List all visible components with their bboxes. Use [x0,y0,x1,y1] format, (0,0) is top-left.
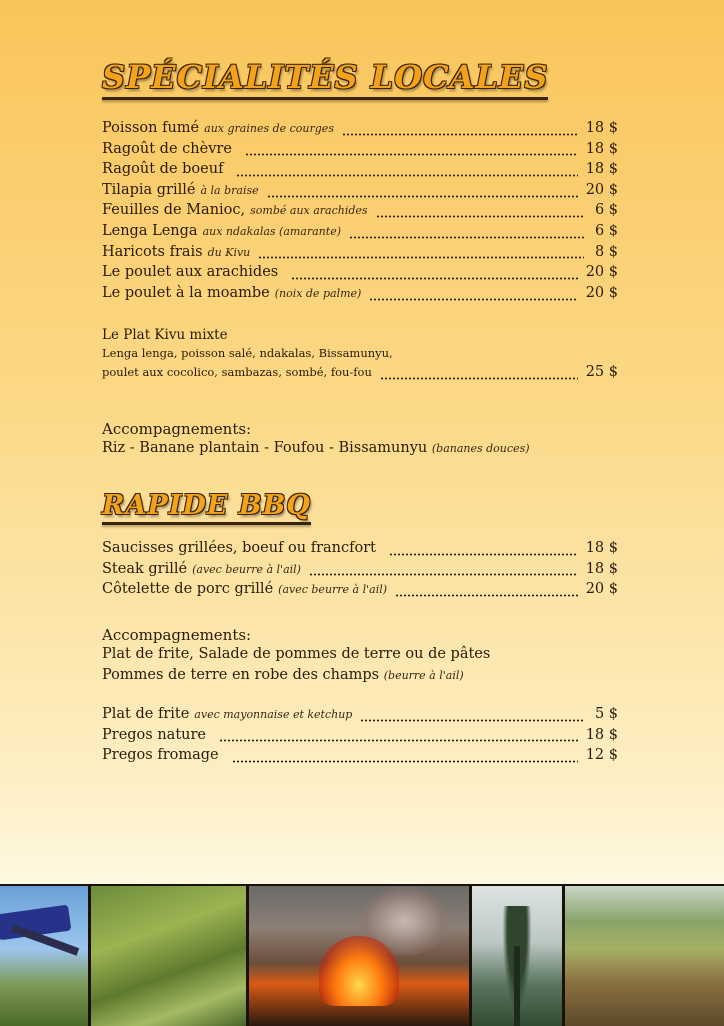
item-price: 6 $ [594,202,618,219]
item-note: aux ndakalas (amarante) [202,224,341,238]
item-name: Le poulet aux arachides [102,264,279,281]
bbq-extras-list [102,706,618,768]
photo-strip [0,884,724,1026]
local-accompaniments-heading: Accompagnements: [102,420,252,438]
item-price: 18 $ [585,540,618,556]
dot-leader [376,215,584,218]
tree-trunk-shape [514,946,520,1026]
accompaniments-note: (beurre à l'ail) [383,669,464,682]
item-name: Lenga Lenga [102,222,198,239]
item-price: 18 $ [585,140,618,157]
item-note: avec mayonnaise et ketchup [194,708,353,721]
accompaniments-note: (bananes douces) [431,442,530,455]
menu-item [102,706,618,727]
menu-item [102,182,618,203]
menu-item [102,202,618,223]
bbq-accompaniments-heading: Accompagnements: [102,626,252,644]
item-note: aux graines de courges [204,122,334,135]
dot-leader [236,174,577,177]
item-price: 18 $ [585,560,618,577]
item-name: Feuilles de Manioc, [102,202,246,219]
item-name: Tilapia grillé [102,181,196,198]
item-price: 5 $ [594,706,618,722]
item-name: Poisson fumé [102,120,200,136]
item-name: Ragoût de boeuf [102,161,224,178]
kivu-plate-title: Le Plat Kivu mixte [102,327,228,343]
item-price: 20 $ [585,284,618,301]
menu-item [102,141,618,162]
menu-item [102,264,618,285]
lava-shape [319,936,399,1006]
item-name: Pregos nature [102,726,206,743]
menu-item [102,285,618,306]
item-name: Ragoût de chèvre [102,140,232,157]
item-price: 18 $ [585,161,618,178]
bbq-accompaniments-line2 [102,667,464,683]
local-accompaniments-line [102,440,530,456]
menu-item [102,540,618,561]
bbq-list [102,540,618,602]
dot-leader [380,377,578,380]
section-title-local-specialties: SPÉCIALITÉS LOCALES [102,58,549,96]
menu-item [102,161,618,182]
menu-item [102,223,618,244]
item-name: Steak grillé [102,560,188,577]
dot-leader [267,195,578,198]
dot-leader [258,256,584,259]
terraced-fields-photo [565,886,724,1026]
item-name: Côtelette de porc grillé [102,581,274,598]
item-price: 18 $ [585,120,618,136]
airplane-photo [0,886,88,1026]
item-note: (noix de palme) [274,286,362,300]
item-price: 8 $ [594,243,618,260]
volcano-eruption-photo [249,886,469,1026]
item-name: Le poulet à la moambe [102,284,270,301]
item-note: du Kivu [207,245,251,259]
item-note: (avec beurre à l'ail) [192,562,301,576]
kivu-plate-price: 25 $ [585,364,618,380]
item-price: 12 $ [585,747,618,764]
menu-item [102,120,618,141]
item-name: Haricots frais [102,243,203,260]
kivu-plate-description-line1: Lenga lenga, poisson salé, ndakalas, Bissamunyu, [102,346,393,360]
dot-leader [349,236,584,239]
dot-leader [389,553,578,556]
dot-leader [291,277,577,280]
green-hills-photo [91,886,246,1026]
menu-item [102,244,618,265]
menu-item [102,561,618,582]
misty-tree-photo [472,886,562,1026]
item-price: 6 $ [594,222,618,239]
dot-leader [395,594,578,597]
dot-leader [342,133,578,136]
item-name: Plat de frite [102,706,190,722]
accompaniments-text: Pommes de terre en robe des champs [102,667,380,683]
dot-leader [219,739,578,742]
item-note: à la braise [200,183,259,197]
kivu-plate-row [102,364,618,385]
dot-leader [245,153,578,156]
local-specialties-list [102,120,618,305]
item-name: Saucisses grillées, boeuf ou francfort [102,540,376,556]
menu-item [102,581,618,602]
kivu-plate-description-line2: poulet aux cocolico, sambazas, sombé, fou-fou [102,365,372,379]
menu-item [102,747,618,768]
section-title-bbq: RAPIDE BBQ [102,490,311,521]
dot-leader [232,760,578,763]
item-price: 20 $ [585,181,618,198]
item-name: Pregos fromage [102,747,219,764]
bbq-accompaniments-line1: Plat de frite, Salade de pommes de terre ou de pâtes [102,646,491,662]
dot-leader [360,719,584,722]
item-price: 20 $ [585,264,618,281]
item-price: 20 $ [585,581,618,598]
dot-leader [369,298,577,301]
accompaniments-text: Riz - Banane plantain - Foufou - Bissamunyu [102,440,428,456]
dot-leader [309,573,578,576]
menu-item [102,727,618,748]
item-note: (avec beurre à l'ail) [278,583,388,597]
item-note: sombé aux arachides [250,204,368,218]
item-price: 18 $ [585,726,618,743]
